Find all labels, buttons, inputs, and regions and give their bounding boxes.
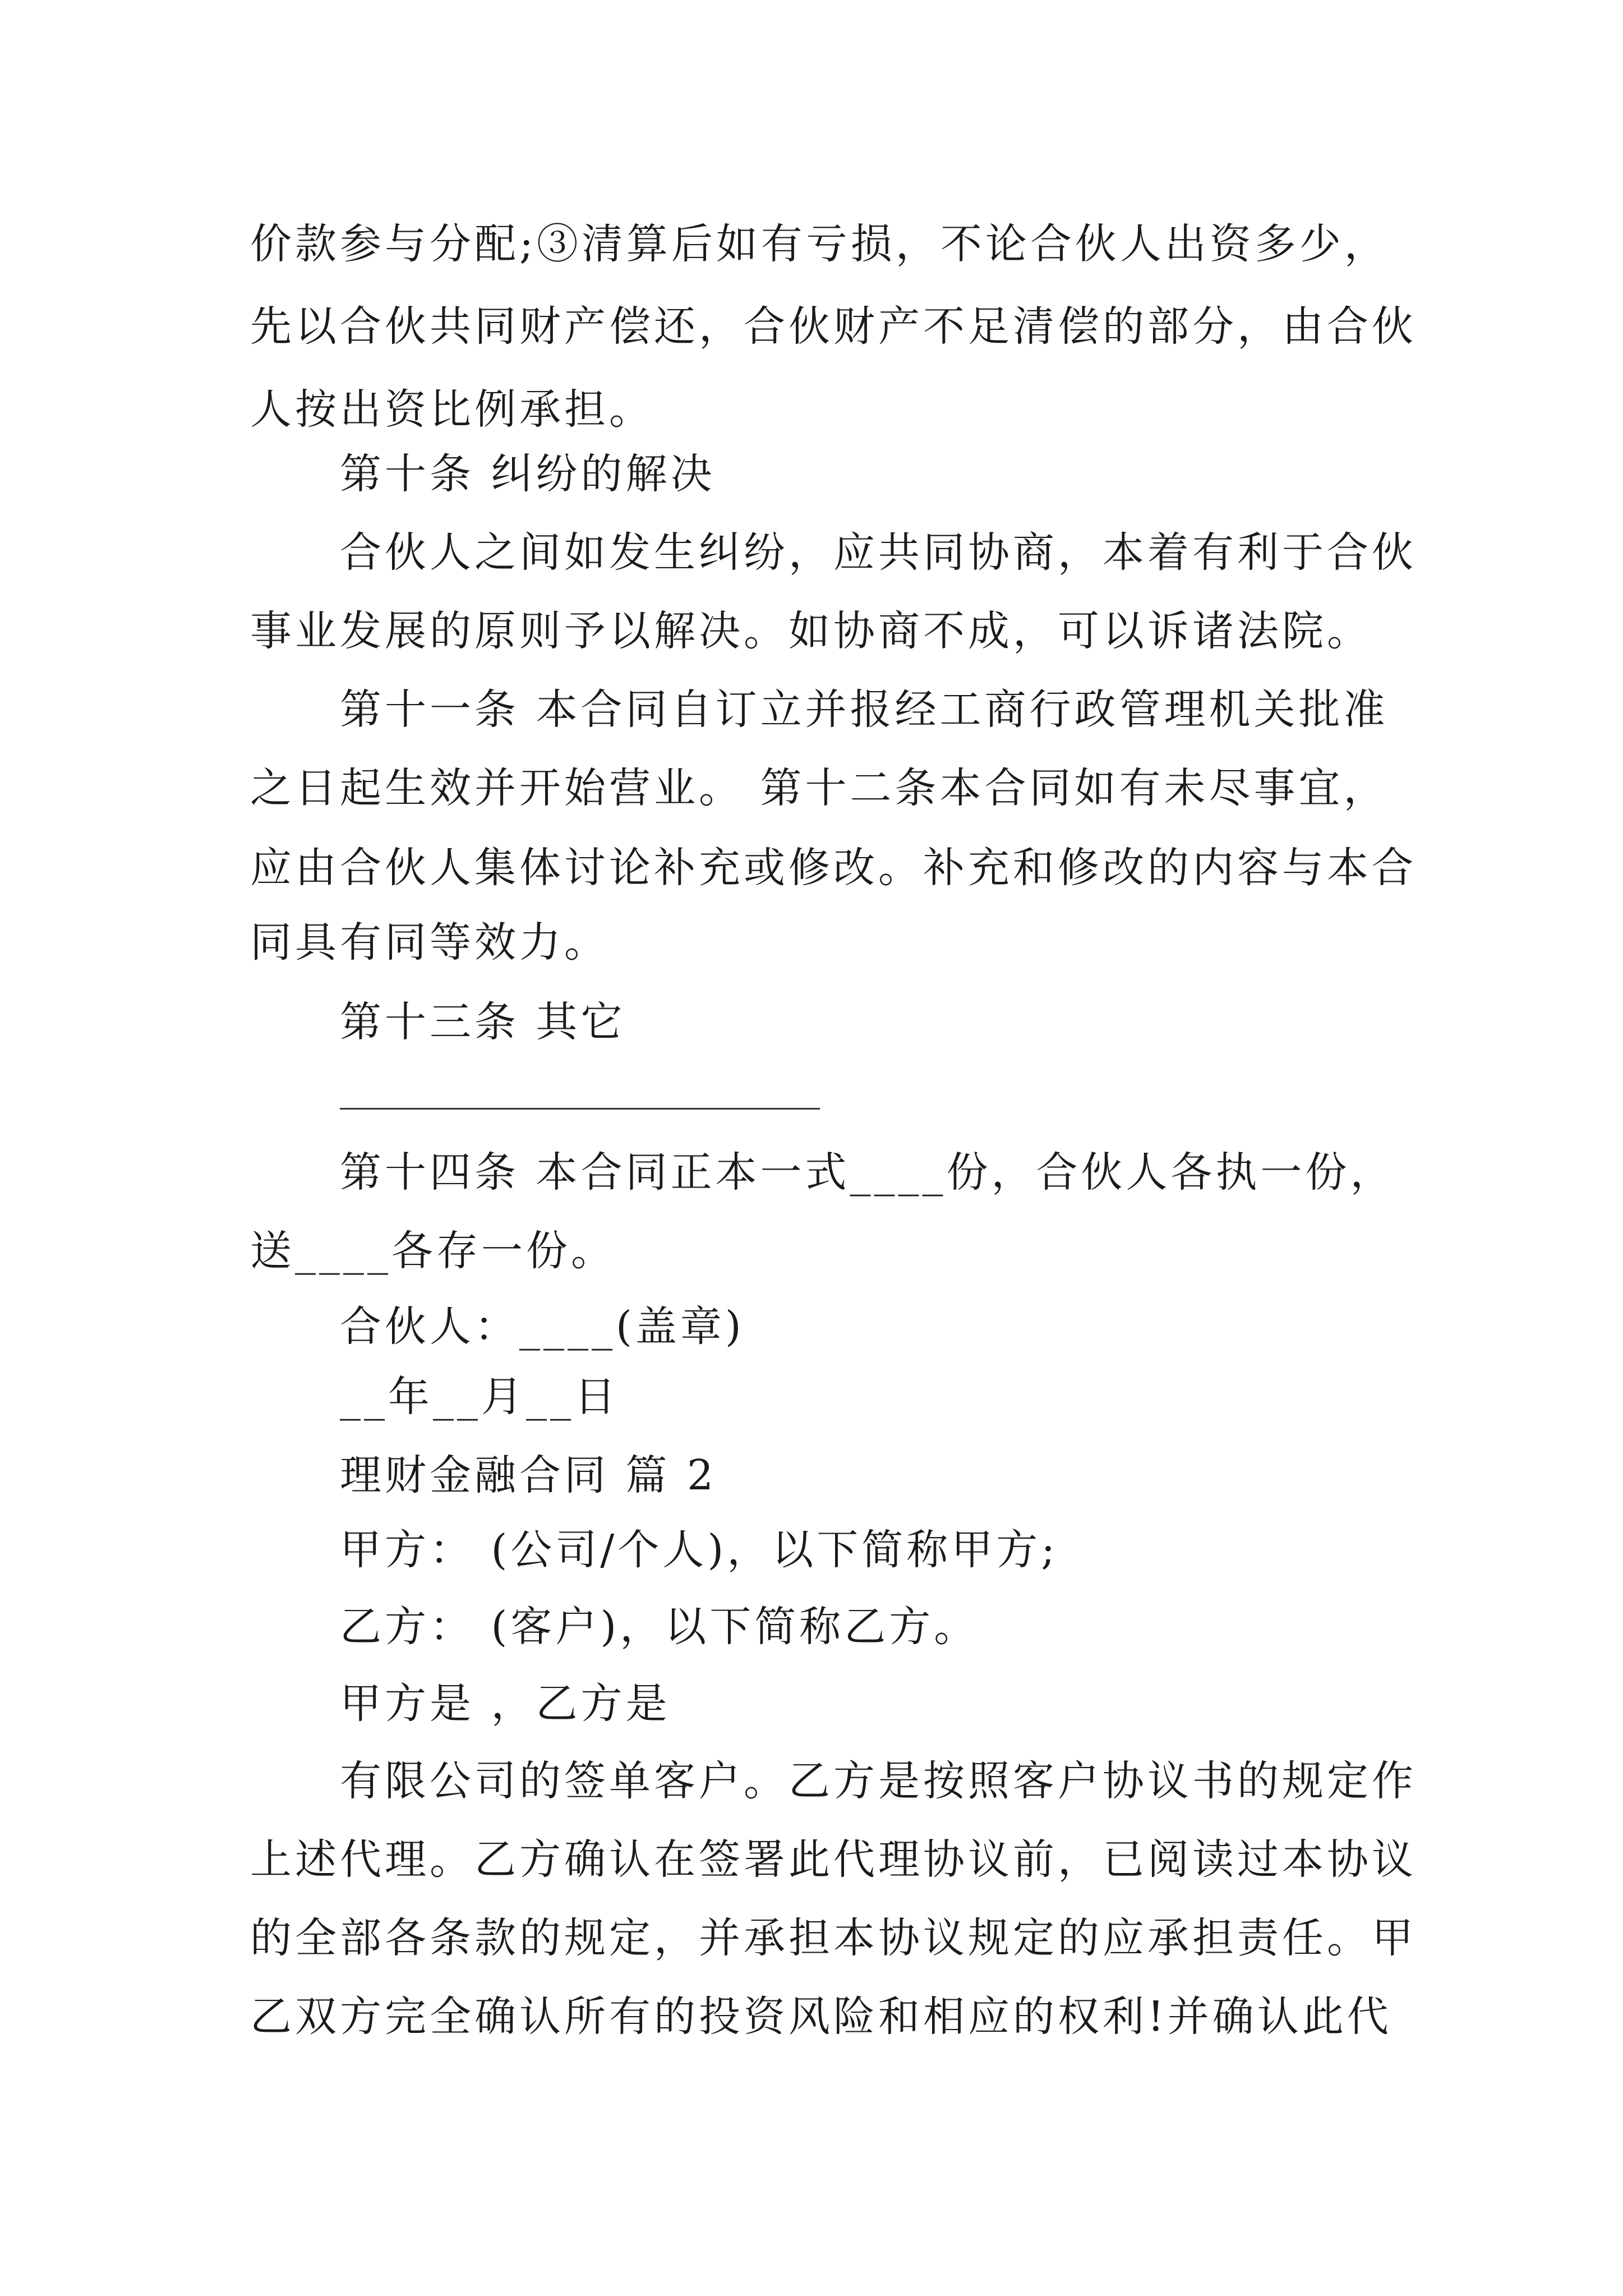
section-heading: 第十三条 其它: [340, 998, 626, 1046]
text-line: 甲方是 ，乙方是: [340, 1680, 671, 1728]
date-line: __年__月__日: [340, 1373, 619, 1421]
text-line: 送____各存一份。: [250, 1227, 616, 1275]
text-line: 价款参与分配;③清算后如有亏损，不论合伙人出资多少，: [250, 220, 1389, 268]
section-title: 理财金融合同 篇 2: [340, 1451, 717, 1499]
text-line: 应由合伙人集体讨论补充或修改。补充和修改的内容与本合: [250, 844, 1417, 892]
party-a-line: 甲方： (公司/个人)，以下简称甲方;: [340, 1526, 1059, 1574]
text-line: 的全部各条款的规定，并承担本协议规定的应承担责任。甲: [250, 1914, 1417, 1962]
signature-line: 合伙人：____(盖章): [340, 1303, 745, 1351]
text-line: 第十四条 本合同正本一式____份，合伙人各执一份，: [340, 1148, 1395, 1197]
text-line: 有限公司的签单客户。乙方是按照客户协议书的规定作: [340, 1757, 1417, 1805]
text-line: 上述代理。乙方确认在签署此代理协议前，已阅读过本协议: [250, 1835, 1417, 1884]
text-line: 第十一条 本合同自订立并报经工商行政管理机关批准: [340, 685, 1389, 734]
text-line: 先以合伙共同财产偿还，合伙财产不足清偿的部分，由合伙: [250, 302, 1417, 351]
text-line: 同具有同等效力。: [250, 918, 609, 967]
text-line: 合伙人之间如发生纠纷，应共同协商，本着有利于合伙: [340, 528, 1417, 577]
blank-fill-line: [340, 1108, 820, 1110]
text-line: 之日起生效并开始营业。 第十二条本合同如有未尽事宜，: [250, 764, 1389, 812]
text-line: 人按出资比例承担。: [250, 385, 654, 434]
section-heading: 第十条 纠纷的解决: [340, 450, 716, 498]
party-b-line: 乙方： (客户)，以下简称乙方。: [340, 1603, 979, 1651]
text-line: 事业发展的原则予以解决。如协商不成，可以诉诸法院。: [250, 607, 1372, 655]
text-line: 乙双方完全确认所有的投资风险和相应的权利!并确认此代: [250, 1993, 1392, 2041]
